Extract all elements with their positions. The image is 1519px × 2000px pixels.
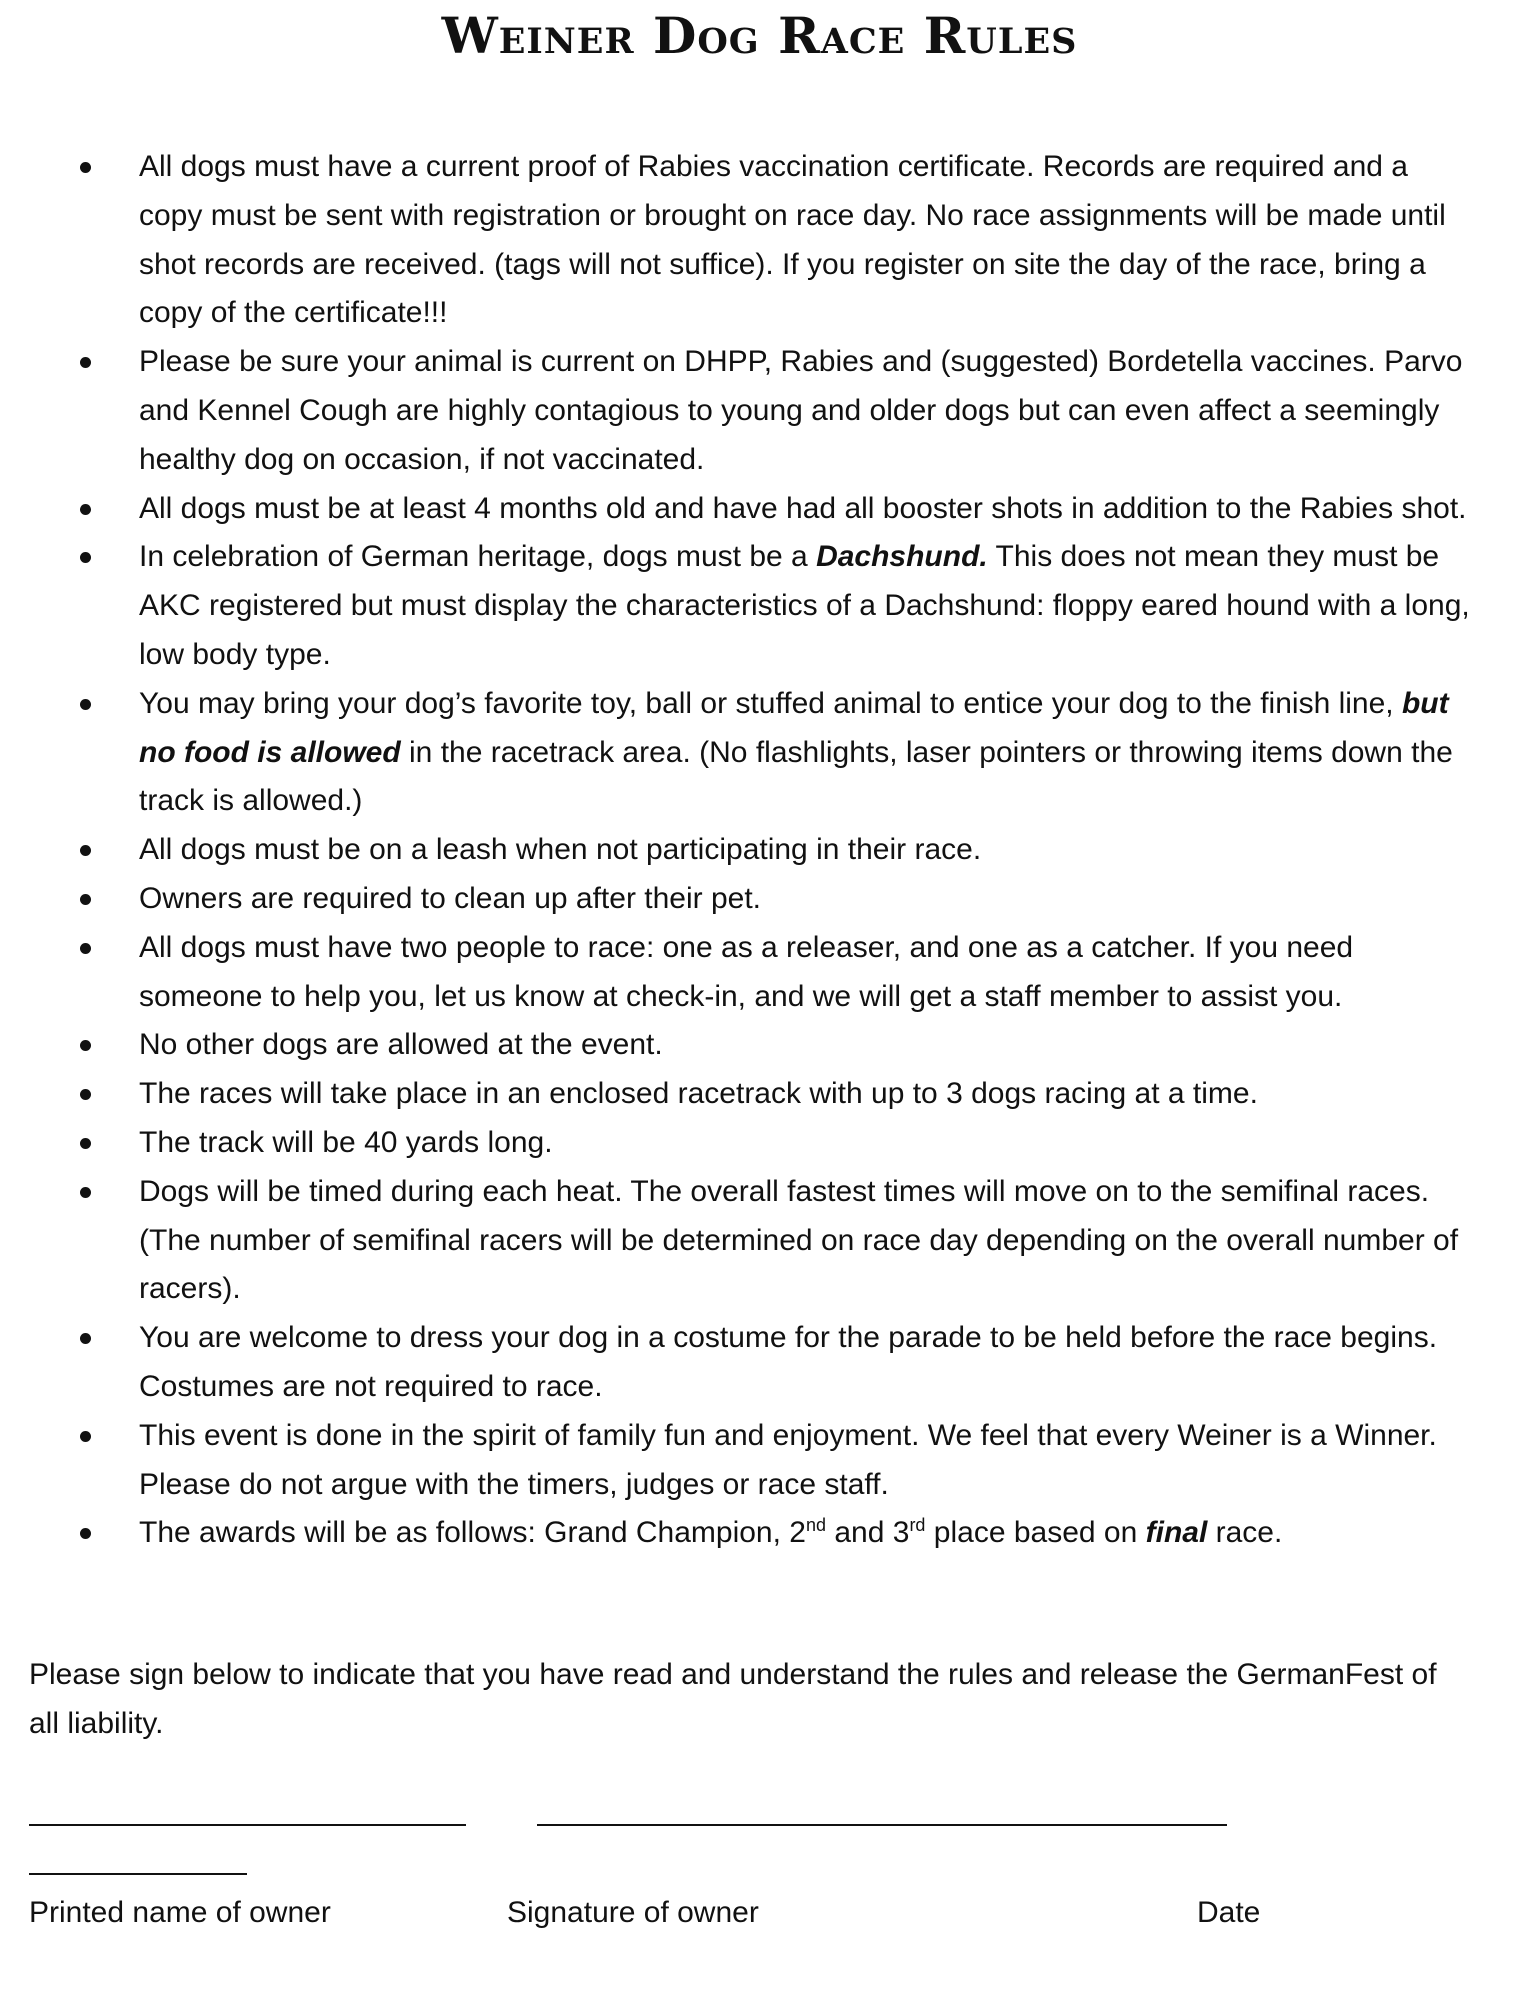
bullet-icon bbox=[80, 1187, 91, 1198]
rule-item bbox=[0, 875, 1519, 924]
page-title: Weiner Dog Race Rules bbox=[441, 6, 1078, 65]
bullet-icon bbox=[80, 894, 91, 905]
rules-list bbox=[0, 143, 1519, 1558]
rule-item bbox=[0, 485, 1519, 534]
signature-label: Signature of owner bbox=[507, 1896, 759, 1929]
rule-text: place based on bbox=[925, 1516, 1146, 1550]
rule-text: race. bbox=[1207, 1516, 1283, 1550]
rule-text: No other dogs are allowed at the event. bbox=[139, 1028, 663, 1062]
rule-item bbox=[0, 143, 1519, 338]
rule-item bbox=[0, 1070, 1519, 1119]
rule-text: The track will be 40 yards long. bbox=[139, 1125, 553, 1159]
rule-text: All dogs must be on a leash when not participating in their race. bbox=[139, 833, 982, 867]
rule-text: in the racetrack area. (No flashlights, laser pointers or throwing items down the track is allowed.) bbox=[139, 735, 1453, 818]
rule-item-awards bbox=[0, 1509, 1519, 1558]
rule-item bbox=[0, 1168, 1519, 1314]
bullet-icon bbox=[80, 162, 91, 173]
signature-line[interactable] bbox=[537, 1824, 1227, 1826]
rule-text: This does not mean they must be AKC registered but must display the characteristics of a Dachshund: floppy eared hound with a long, low body type. bbox=[139, 540, 1470, 671]
rule-item bbox=[0, 680, 1519, 826]
rule-item bbox=[0, 1412, 1519, 1510]
rule-text: You are welcome to dress your dog in a costume for the parade to be held before the race begins. Costumes are not required to race. bbox=[139, 1321, 1438, 1403]
date-line[interactable] bbox=[29, 1873, 247, 1875]
rule-text: The awards will be as follows: Grand Champion, 2 bbox=[139, 1516, 806, 1550]
rule-text: Dogs will be timed during each heat. The overall fastest times will move on to the semifinal races. (The number of semifinal racers will be determined on race day depending on the overall number of racers). bbox=[139, 1174, 1459, 1306]
printed-name-line[interactable] bbox=[29, 1824, 466, 1826]
rule-text: You may bring your dog’s favorite toy, ball or stuffed animal to entice your dog to the finish line, bbox=[139, 686, 1402, 720]
bullet-icon bbox=[80, 845, 91, 856]
rule-item bbox=[0, 1314, 1519, 1412]
rule-item bbox=[0, 338, 1519, 484]
date-label: Date bbox=[1197, 1896, 1261, 1929]
rule-text: The races will take place in an enclosed racetrack with up to 3 dogs racing at a time. bbox=[139, 1077, 1258, 1111]
bullet-icon bbox=[80, 1431, 91, 1442]
rule-item bbox=[0, 924, 1519, 1022]
rule-emphasis: final bbox=[1145, 1516, 1208, 1550]
bullet-icon bbox=[80, 1333, 91, 1344]
bullet-icon bbox=[80, 699, 91, 710]
printed-name-label: Printed name of owner bbox=[29, 1896, 331, 1929]
bullet-icon bbox=[80, 1089, 91, 1100]
rule-item bbox=[0, 1021, 1519, 1070]
rule-item bbox=[0, 533, 1519, 679]
rule-text: In celebration of German heritage, dogs must be a bbox=[139, 540, 817, 574]
rule-emphasis: Dachshund. bbox=[816, 540, 988, 574]
rule-text: and 3 bbox=[826, 1516, 910, 1550]
rule-text: All dogs must have a current proof of Rabies vaccination certificate. Records are required and a copy must be sent with registration or brought on race day. No race assignments will be made until shot records are received. (tags will not suffice). If you register on site the day of the race, bring a copy of the certificate!!! bbox=[139, 150, 1446, 330]
ordinal-suffix: nd bbox=[805, 1515, 827, 1536]
release-statement: Please sign below to indicate that you have read and understand the rules and release the GermanFest of all liability. bbox=[29, 1658, 1437, 1740]
rule-item bbox=[0, 826, 1519, 875]
bullet-icon bbox=[80, 357, 91, 368]
bullet-icon bbox=[80, 1138, 91, 1149]
rule-text: This event is done in the spirit of family fun and enjoyment. We feel that every Weiner is a Winner. Please do not argue with the timers, judges or race staff. bbox=[139, 1418, 1437, 1501]
bullet-icon bbox=[80, 504, 91, 515]
rule-text: Please be sure your animal is current on DHPP, Rabies and (suggested) Bordetella vaccines. Parvo and Kennel Cough are highly contagious to young and older dogs but can even affect a seemingly healthy dog on occasion, if not vaccinated. bbox=[139, 345, 1463, 476]
bullet-icon bbox=[80, 943, 91, 954]
rule-item bbox=[0, 1119, 1519, 1168]
bullet-icon bbox=[80, 552, 91, 563]
bullet-icon bbox=[80, 1040, 91, 1051]
bullet-icon bbox=[80, 1528, 91, 1539]
rule-text: All dogs must be at least 4 months old and have had all booster shots in addition to the Rabies shot. bbox=[139, 491, 1467, 525]
rule-text: Owners are required to clean up after their pet. bbox=[139, 881, 762, 915]
ordinal-suffix: rd bbox=[909, 1515, 926, 1536]
rule-emphasis: but no food is allowed bbox=[139, 686, 1449, 769]
rule-text: All dogs must have two people to race: one as a releaser, and one as a catcher. If you need someone to help you, let us know at check-in, and we will get a staff member to assist you. bbox=[139, 930, 1354, 1013]
